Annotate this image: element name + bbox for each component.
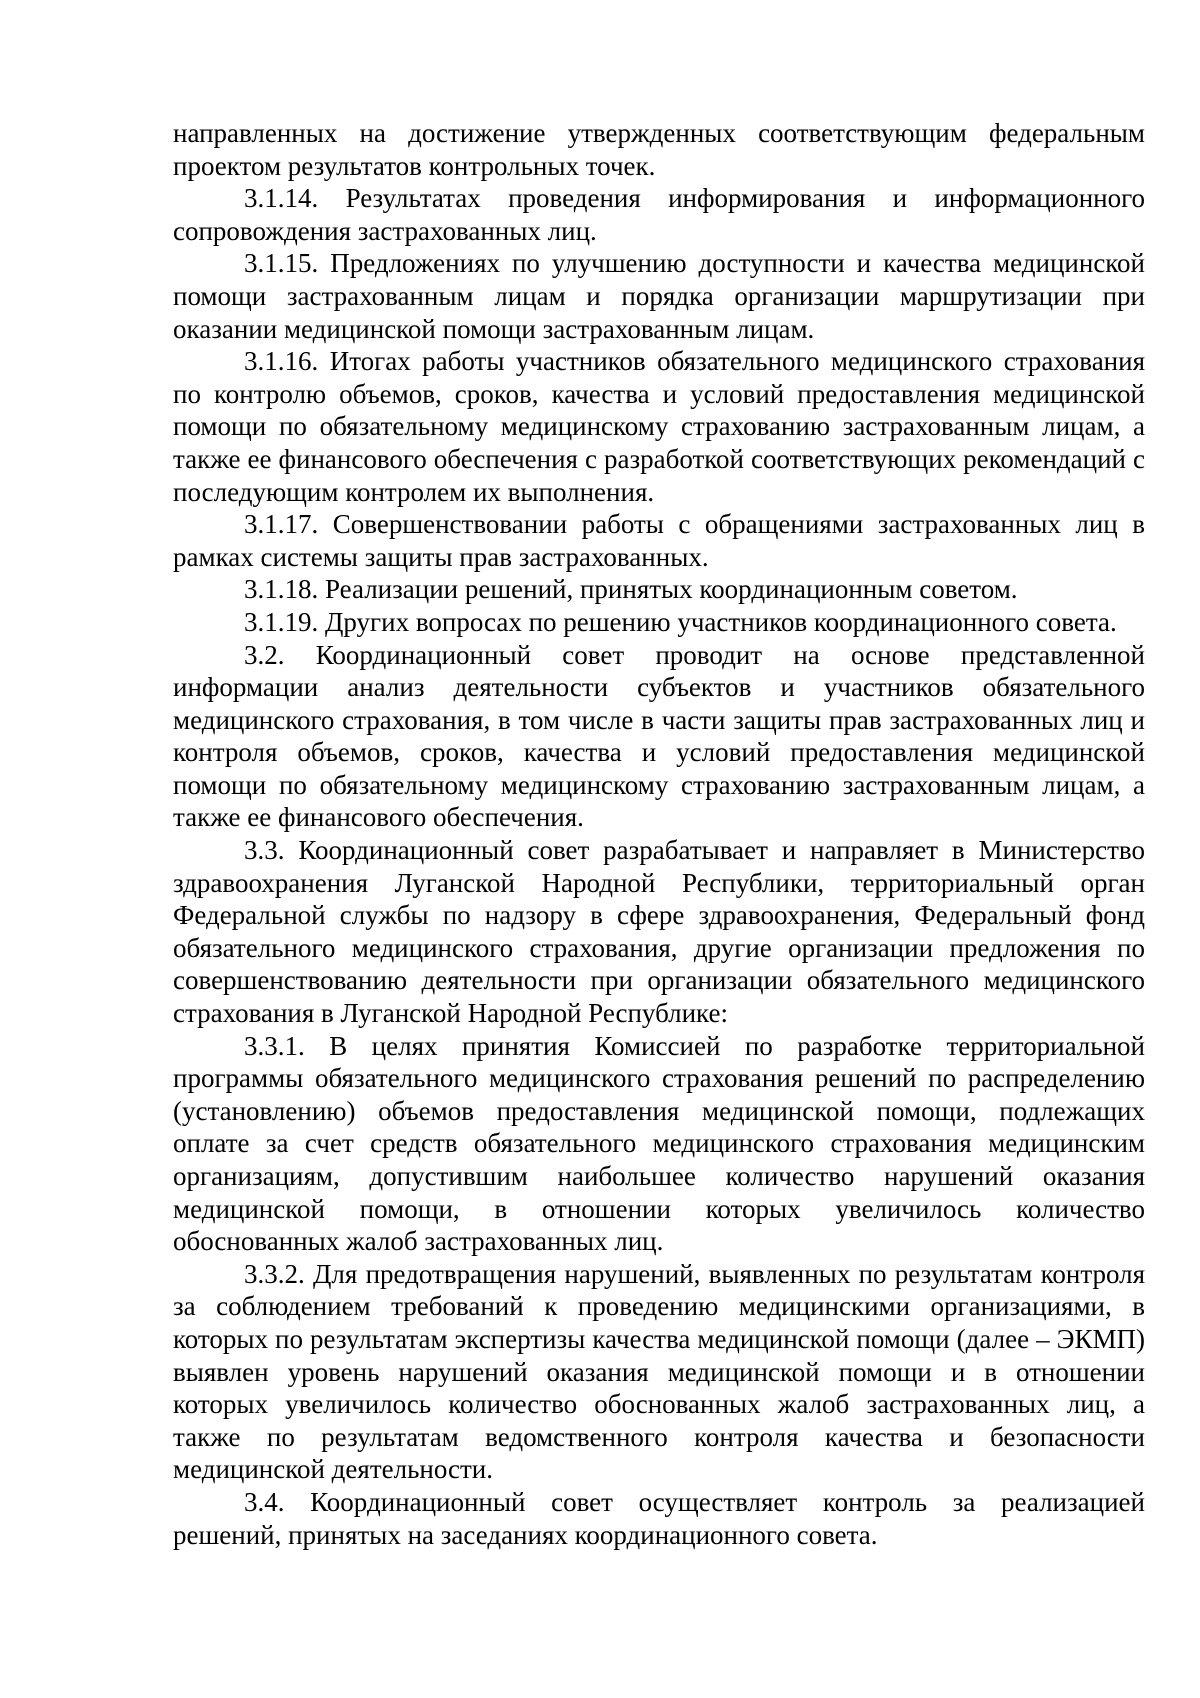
paragraph-3-1-15: 3.1.15. Предложениях по улучшению доступности и качества медицинской помощи застрахованным лицам и порядка организации маршрутизации при оказании медицинской помощи застрахованным лицам.: [173, 248, 1145, 344]
paragraph-3-1-17: 3.1.17. Совершенствовании работы с обращениями застрахованных лиц в рамках системы защиты прав застрахованных.: [173, 509, 1145, 572]
paragraph-3-3: 3.3. Координационный совет разрабатывает и направляет в Министерство здравоохранения Луганской Народной Республики, территориальный орган Федеральной службы по надзору в сфере здравоохранения, Федеральный фонд обязательного медицинского страхования, другие организации предложения по совершенствованию деятельности при организации обязательного медицинского страхования в Луганской Народной Республике:: [173, 835, 1145, 1029]
paragraph-3-4: 3.4. Координационный совет осуществляет контроль за реализацией решений, принятых на заседаниях координационного совета.: [173, 1486, 1145, 1550]
paragraph-3-2: 3.2. Координационный совет проводит на основе представленной информации анализ деятельности субъектов и участников обязательного медицинского страхования, в том числе в части защиты прав застрахованных лиц и контроля объемов, сроков, качества и условий предоставления медицинской помощи по обязательному медицинскому страхованию застрахованным лицам, а также ее финансового обеспечения.: [173, 639, 1145, 833]
paragraph-3-3-1: 3.3.1. В целях принятия Комиссией по разработке территориальной программы обязательного медицинского страхования решений по распределению (установлению) объемов предоставления медицинской помощи, подлежащих оплате за счет средств обязательного медицинского страхования медицинским организациям, допустившим наибольшее количество нарушений оказания медицинской помощи, в отношении которых увеличилось количество обоснованных жалоб застрахованных лиц.: [173, 1030, 1145, 1257]
paragraph-3-1-19: 3.1.19. Других вопросах по решению участников координационного совета.: [244, 606, 1117, 637]
paragraph-3-1-16: 3.1.16. Итогах работы участников обязательного медицинского страхования по контролю объемов, сроков, качества и условий предоставления медицинской помощи по обязательному медицинскому страхованию застрахованным лицам, а также ее финансового обеспечения с разработкой соответствующих рекомендаций с последующим контролем их выполнения.: [173, 346, 1145, 507]
paragraph-3-1-14: 3.1.14. Результатах проведения информирования и информационного сопровождения застрахованных лиц.: [173, 183, 1145, 246]
document-body: [173, 117, 1145, 1551]
paragraph-3-3-2: 3.3.2. Для предотвращения нарушений, выявленных по результатам контроля за соблюдением требований к проведению медицинскими организациями, в которых по результатам экспертизы качества медицинской помощи (далее – ЭКМП) выявлен уровень нарушений оказания медицинской помощи и в отношении которых увеличилось количество обоснованных жалоб застрахованных лиц, а также по результатам ведомственного контроля качества и безопасности медицинской деятельности.: [173, 1258, 1145, 1485]
paragraph-continuation: направленных на достижение утвержденных соответствующим федеральным проектом результатов контрольных точек.: [173, 118, 1145, 181]
paragraph-3-1-18: 3.1.18. Реализации решений, принятых координационным советом.: [244, 574, 1018, 605]
